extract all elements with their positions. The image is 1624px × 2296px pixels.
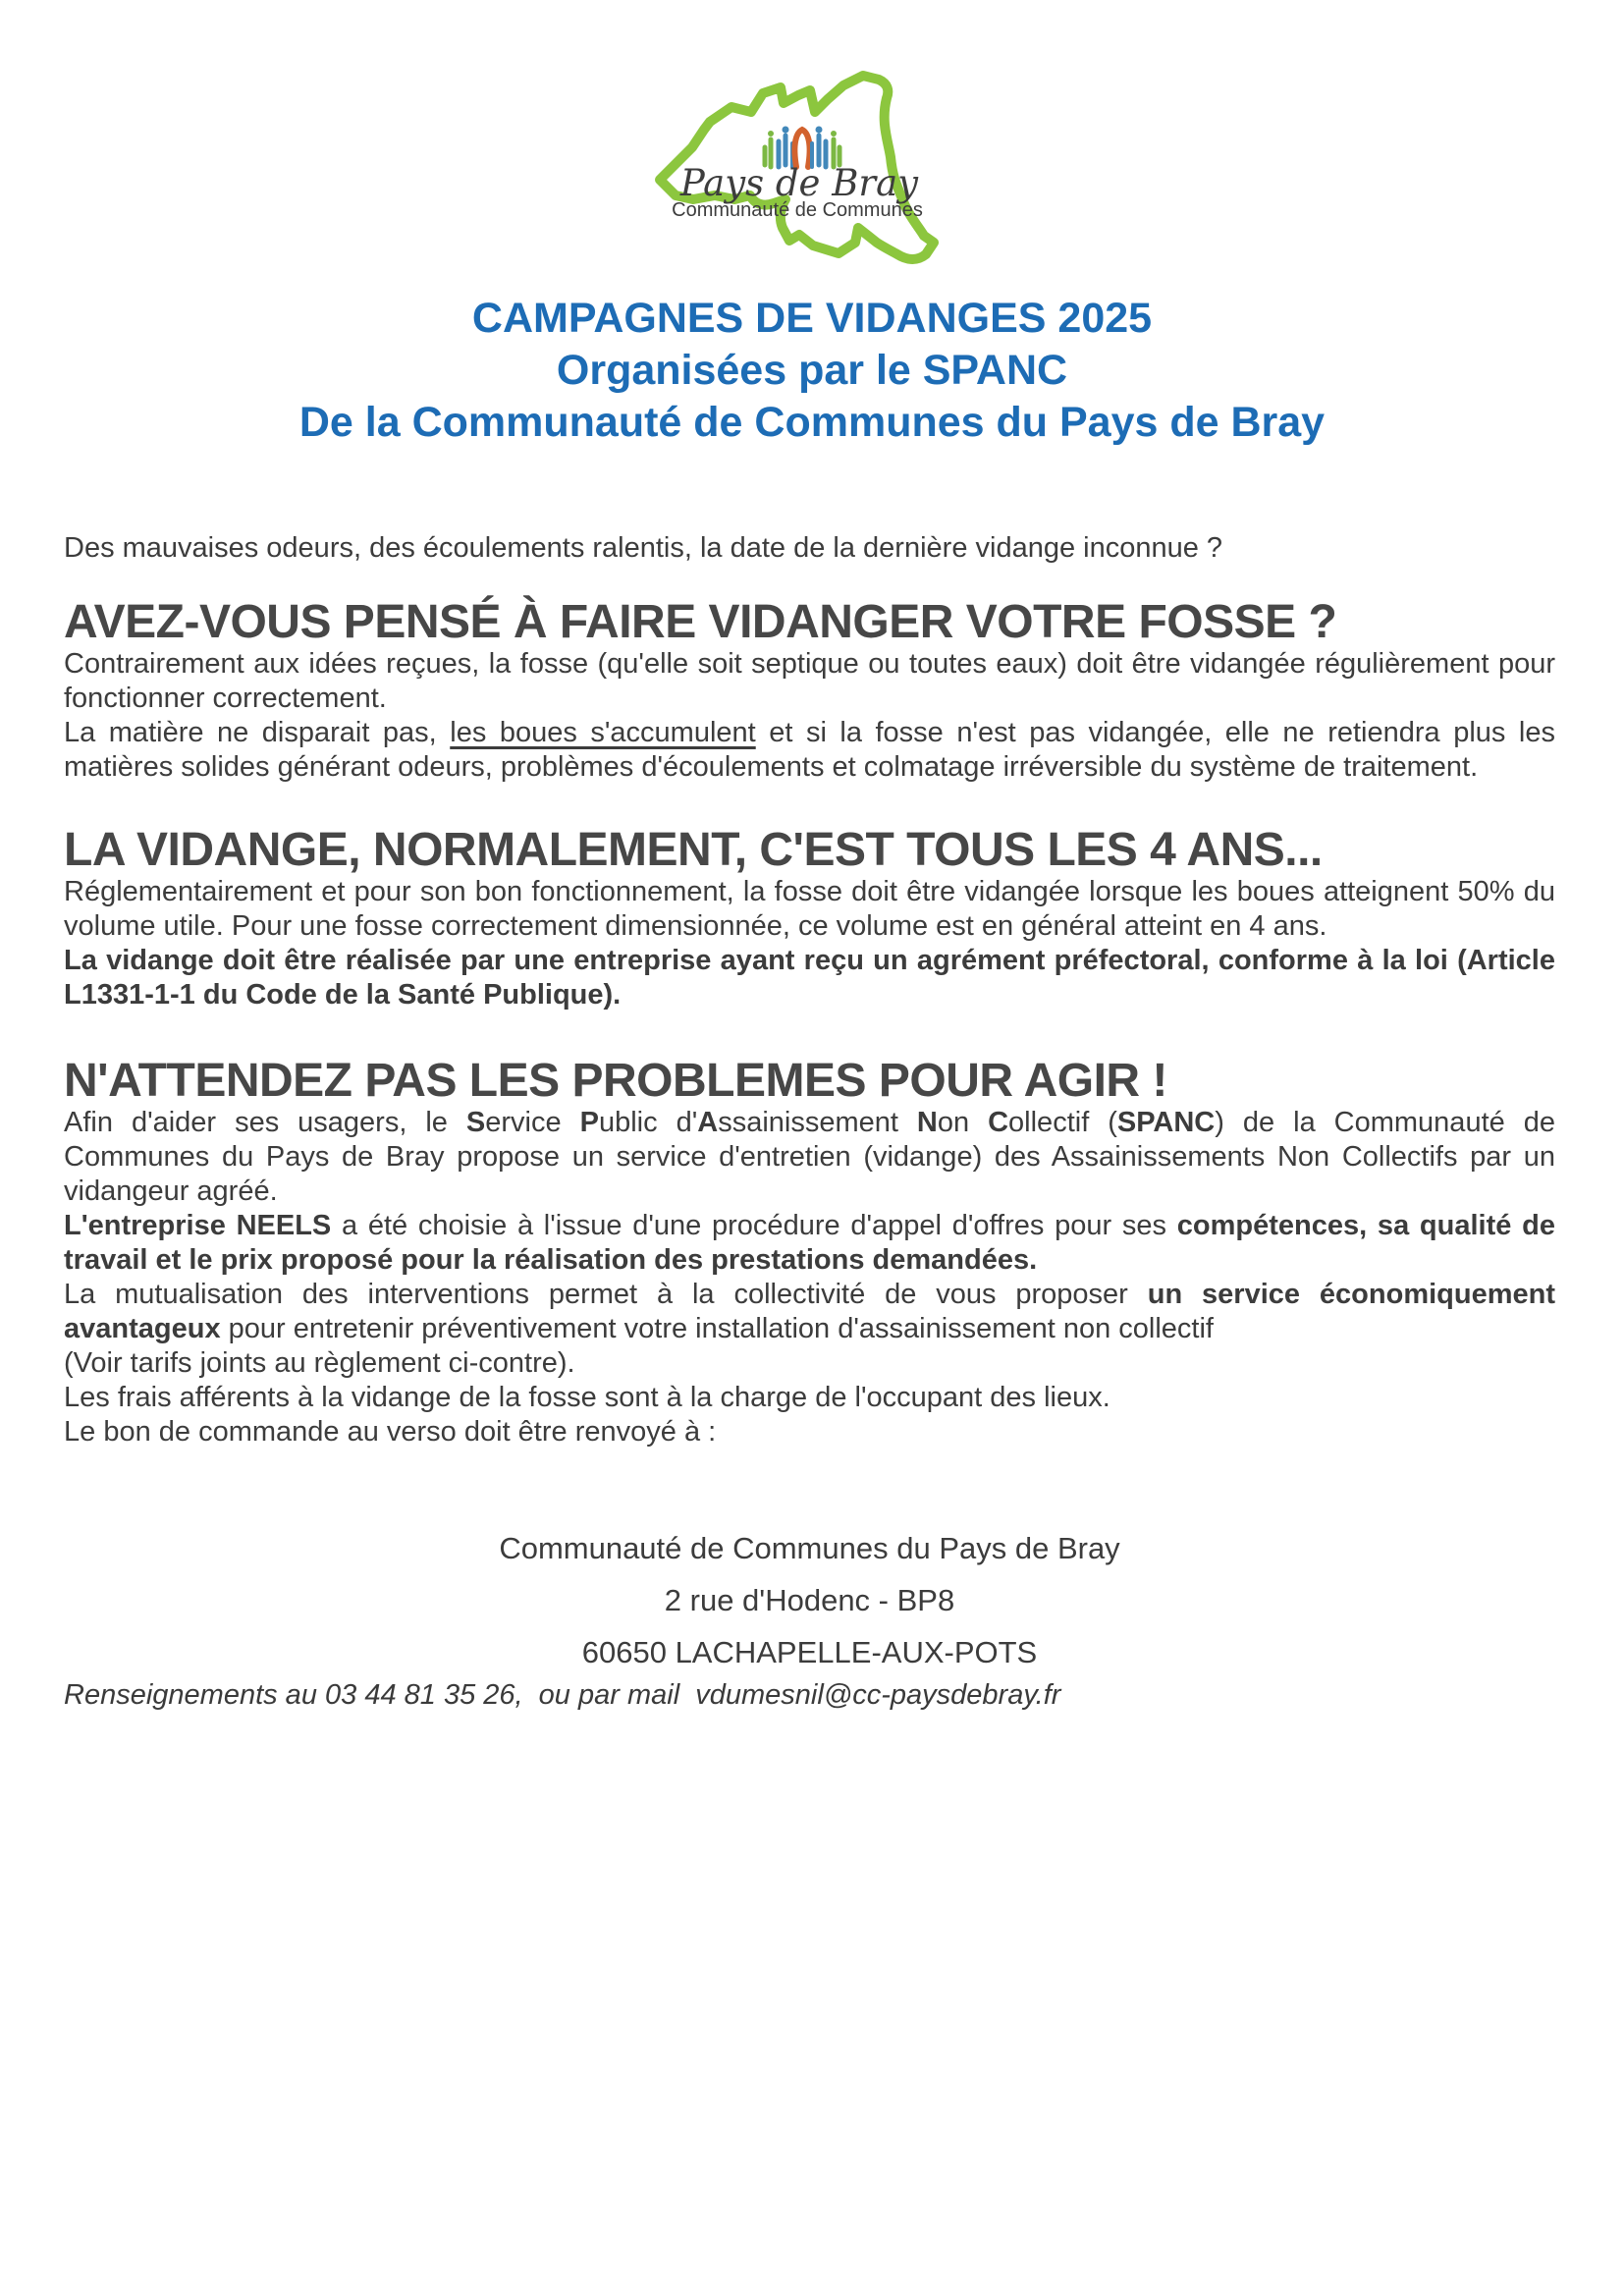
people-emblem-icon — [765, 127, 839, 168]
address-line-3: 60650 LACHAPELLE-AUX-POTS — [581, 1635, 1038, 1669]
title-line-1: CAMPAGNES DE VIDANGES 2025 — [471, 295, 1153, 342]
logo-subtitle: Communauté de Communes — [672, 199, 923, 221]
footer-contact: Renseignements au 03 44 81 35 26, ou par mail vdumesnil@cc-paysdebray.fr — [64, 1679, 1061, 1711]
document-title — [0, 293, 1624, 449]
address-line-1: Communauté de Communes du Pays de Bray — [499, 1531, 1120, 1565]
para-mutualisation: La mutualisation des interventions permet à la collectivité de vous proposer un service économiquement avantageux pour entretenir préventivement votre installation d'assainissement non collectif — [64, 1279, 1555, 1344]
address-block — [64, 1522, 1555, 1678]
title-line-3: De la Communauté de Communes du Pays de Bray — [298, 399, 1326, 446]
para-entreprise-neels: L'entreprise NEELS a été choisie à l'issue d'une procédure d'appel d'offres pour ses compétences, sa qualité de travail et le prix proposé pour la réalisation des prestations demandées. — [64, 1210, 1555, 1276]
para-spanc-service: Afin d'aider ses usagers, le Service Public d'Assainissement Non Collectif (SPANC) de la Communauté de Communes du Pays de Bray propose un service d'entretien (vidange) des Assainissements Non Collectifs par un vidangeur agréé. — [64, 1107, 1555, 1207]
document-body — [0, 531, 1624, 1713]
intro-question: Des mauvaises odeurs, des écoulements ralentis, la date de la dernière vidange inconnue ? — [64, 532, 1223, 564]
para-agrement-loi: La vidange doit être réalisée par une entreprise ayant reçu un agrément préfectoral, conforme à la loi (Article L1331-1-1 du Code de la Santé Publique). — [64, 945, 1555, 1011]
address-line-2: 2 rue d'Hodenc - BP8 — [664, 1583, 955, 1617]
heading-tous-les-4-ans: LA VIDANGE, NORMALEMENT, C'EST TOUS LES 4 ANS... — [64, 824, 1323, 876]
logo-row — [0, 61, 1624, 306]
title-line-2: Organisées par le SPANC — [556, 347, 1068, 394]
cc-pays-de-bray-logo — [616, 61, 1057, 306]
para-contrairement: Contrairement aux idées reçues, la fosse (qu'elle soit septique ou toutes eaux) doit être vidangée régulièrement pour fonctionner correctement. — [64, 648, 1555, 714]
para-reglementation: Réglementairement et pour son bon fonctionnement, la fosse doit être vidangée lorsque les boues atteignent 50% du volume utile. Pour une fosse correctement dimensionnée, ce volume est en général atteint en 4 ans. — [64, 876, 1555, 942]
para-frais: Les frais afférents à la vidange de la fosse sont à la charge de l'occupant des lieux. — [64, 1382, 1110, 1413]
heading-n-attendez-pas: N'ATTENDEZ PAS LES PROBLEMES POUR AGIR ! — [64, 1055, 1167, 1107]
heading-vidanger-fosse: AVEZ-VOUS PENSÉ À FAIRE VIDANGER VOTRE FOSSE ? — [64, 596, 1337, 648]
para-voir-tarifs: (Voir tarifs joints au règlement ci-contre). — [64, 1347, 575, 1379]
para-bon-commande: Le bon de commande au verso doit être renvoyé à : — [64, 1416, 717, 1448]
logo-region-name: Pays de Bray — [679, 162, 919, 204]
para-matiere: La matière ne disparait pas, les boues s'accumulent et si la fosse n'est pas vidangée, elle ne retiendra plus les matières solides générant odeurs, problèmes d'écoulements et colmatage irréversible du système de traitement. — [64, 717, 1555, 783]
